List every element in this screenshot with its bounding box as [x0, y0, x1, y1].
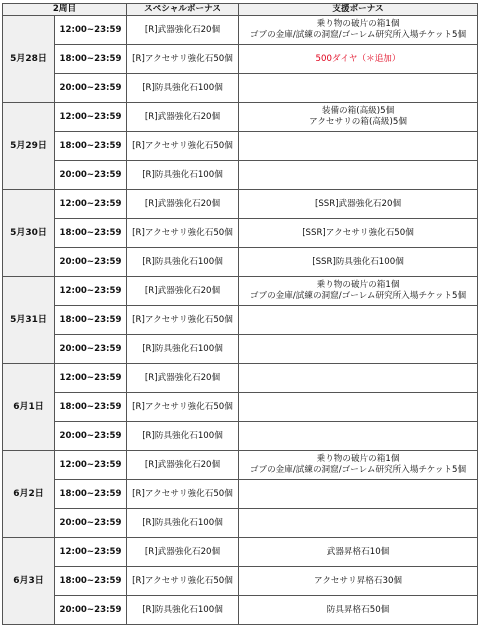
special-bonus-cell: [R]防具強化石100個 — [127, 509, 239, 538]
special-bonus-cell: [R]防具強化石100個 — [127, 422, 239, 451]
support-bonus-cell — [239, 74, 478, 103]
support-bonus-cell — [239, 393, 478, 422]
special-bonus-cell: [R]武器強化石20個 — [127, 538, 239, 567]
time-cell: 12:00~23:59 — [55, 103, 127, 132]
date-cell: 6月1日 — [3, 364, 55, 451]
time-cell: 20:00~23:59 — [55, 74, 127, 103]
support-bonus-cell — [239, 335, 478, 364]
bonus-schedule-table — [2, 3, 478, 625]
time-cell: 12:00~23:59 — [55, 451, 127, 480]
time-cell: 12:00~23:59 — [55, 277, 127, 306]
time-cell: 20:00~23:59 — [55, 596, 127, 625]
support-bonus-cell — [239, 248, 478, 277]
support-bonus-cell — [239, 190, 478, 219]
support-bonus-line: [SSR]アクセサリ強化石50個 — [302, 227, 414, 238]
table-row — [3, 219, 478, 248]
support-bonus-cell — [239, 480, 478, 509]
support-bonus-line: [SSR]武器強化石20個 — [314, 198, 402, 209]
special-bonus-cell: [R]武器強化石20個 — [127, 451, 239, 480]
table-row — [3, 248, 478, 277]
table-row — [3, 422, 478, 451]
table-row — [3, 567, 478, 596]
table-row — [3, 480, 478, 509]
table-row — [3, 538, 478, 567]
special-bonus-cell: [R]アクセサリ強化石50個 — [127, 567, 239, 596]
time-cell: 20:00~23:59 — [55, 248, 127, 277]
table-row — [3, 190, 478, 219]
special-bonus-cell: [R]防具強化石100個 — [127, 596, 239, 625]
time-cell: 20:00~23:59 — [55, 422, 127, 451]
time-cell: 20:00~23:59 — [55, 161, 127, 190]
time-cell: 18:00~23:59 — [55, 306, 127, 335]
table-row — [3, 306, 478, 335]
table-row — [3, 451, 478, 480]
support-bonus-cell — [239, 509, 478, 538]
date-cell: 5月29日 — [3, 103, 55, 190]
support-bonus-line: 乗り物の破片の箱1個 — [316, 19, 400, 29]
header-row — [3, 4, 478, 16]
time-cell: 18:00~23:59 — [55, 219, 127, 248]
support-bonus-line: アクセサリの箱(高級)5個 — [309, 117, 407, 127]
date-cell: 5月28日 — [3, 16, 55, 103]
table-row — [3, 393, 478, 422]
support-bonus-cell — [239, 219, 478, 248]
date-cell: 5月31日 — [3, 277, 55, 364]
support-bonus-line: 500ダイヤ（＊追加） — [315, 53, 401, 64]
table-row — [3, 103, 478, 132]
special-bonus-cell: [R]アクセサリ強化石50個 — [127, 45, 239, 74]
time-cell: 18:00~23:59 — [55, 393, 127, 422]
support-bonus-line: アクセサリ昇格石30個 — [314, 575, 403, 586]
time-cell: 18:00~23:59 — [55, 132, 127, 161]
special-bonus-cell: [R]防具強化石100個 — [127, 161, 239, 190]
table-row — [3, 161, 478, 190]
time-cell: 18:00~23:59 — [55, 45, 127, 74]
support-bonus-cell — [239, 132, 478, 161]
special-bonus-cell: [R]アクセサリ強化石50個 — [127, 393, 239, 422]
special-bonus-cell: [R]武器強化石20個 — [127, 16, 239, 45]
schedule-body — [3, 16, 478, 625]
special-bonus-cell: [R]アクセサリ強化石50個 — [127, 306, 239, 335]
support-bonus-cell — [239, 364, 478, 393]
support-bonus-cell — [239, 45, 478, 74]
table-row — [3, 132, 478, 161]
special-bonus-cell: [R]武器強化石20個 — [127, 103, 239, 132]
support-bonus-line: 乗り物の破片の箱1個 — [316, 280, 400, 290]
special-bonus-cell: [R]武器強化石20個 — [127, 364, 239, 393]
special-bonus-cell: [R]防具強化石100個 — [127, 248, 239, 277]
support-bonus-line: ゴブの金庫/試練の洞窟/ゴーレム研究所入場チケット5個 — [249, 465, 467, 475]
support-bonus-line: 防具昇格石50個 — [326, 604, 390, 615]
support-bonus-cell — [239, 422, 478, 451]
special-bonus-cell: [R]アクセサリ強化石50個 — [127, 219, 239, 248]
support-bonus-cell — [239, 306, 478, 335]
table-row — [3, 509, 478, 538]
date-cell: 6月2日 — [3, 451, 55, 538]
special-bonus-header: スペシャルボーナス — [127, 4, 239, 16]
week-header: 2周目 — [3, 4, 127, 16]
support-bonus-cell — [239, 277, 478, 306]
support-bonus-cell — [239, 16, 478, 45]
time-cell: 12:00~23:59 — [55, 364, 127, 393]
special-bonus-cell: [R]武器強化石20個 — [127, 277, 239, 306]
special-bonus-cell: [R]防具強化石100個 — [127, 335, 239, 364]
table-row — [3, 364, 478, 393]
support-bonus-cell — [239, 451, 478, 480]
special-bonus-cell: [R]防具強化石100個 — [127, 74, 239, 103]
support-bonus-line: [SSR]防具強化石100個 — [312, 256, 404, 267]
support-bonus-cell — [239, 103, 478, 132]
special-bonus-cell: [R]アクセサリ強化石50個 — [127, 480, 239, 509]
support-bonus-line: ゴブの金庫/試練の洞窟/ゴーレム研究所入場チケット5個 — [249, 291, 467, 301]
table-row — [3, 74, 478, 103]
table-row — [3, 335, 478, 364]
special-bonus-cell: [R]アクセサリ強化石50個 — [127, 132, 239, 161]
table-row — [3, 16, 478, 45]
support-bonus-line: 武器昇格石10個 — [326, 546, 390, 557]
time-cell: 20:00~23:59 — [55, 509, 127, 538]
support-bonus-cell — [239, 161, 478, 190]
support-bonus-line: 装備の箱(高級)5個 — [321, 106, 395, 116]
time-cell: 20:00~23:59 — [55, 335, 127, 364]
support-bonus-header: 支援ボーナス — [239, 4, 478, 16]
date-cell: 5月30日 — [3, 190, 55, 277]
support-bonus-line: 乗り物の破片の箱1個 — [316, 454, 400, 464]
time-cell: 18:00~23:59 — [55, 480, 127, 509]
support-bonus-cell — [239, 596, 478, 625]
support-bonus-line: ゴブの金庫/試練の洞窟/ゴーレム研究所入場チケット5個 — [249, 30, 467, 40]
special-bonus-cell: [R]武器強化石20個 — [127, 190, 239, 219]
time-cell: 18:00~23:59 — [55, 567, 127, 596]
date-cell: 6月3日 — [3, 538, 55, 625]
support-bonus-cell — [239, 567, 478, 596]
schedule-container — [2, 3, 478, 625]
table-row — [3, 277, 478, 306]
time-cell: 12:00~23:59 — [55, 190, 127, 219]
time-cell: 12:00~23:59 — [55, 538, 127, 567]
table-row — [3, 596, 478, 625]
time-cell: 12:00~23:59 — [55, 16, 127, 45]
support-bonus-cell — [239, 538, 478, 567]
table-row — [3, 45, 478, 74]
